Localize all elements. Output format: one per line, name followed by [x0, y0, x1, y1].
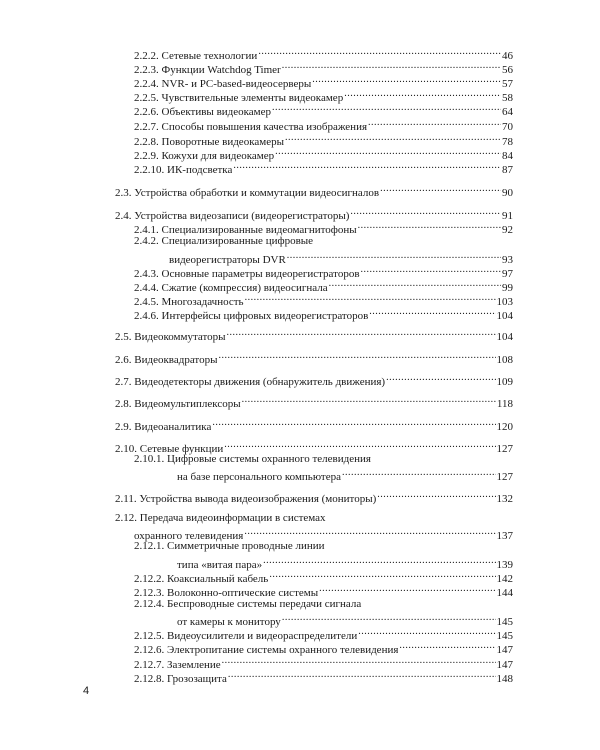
toc-entry-title-cont: видеорегистраторы DVR — [169, 254, 286, 266]
toc-entry-title: 2.2.2. Сетевые технологии — [134, 50, 258, 62]
toc-entry-title: 2.10. Сетевые функции — [115, 443, 224, 455]
toc-entry-page: 84 — [502, 150, 513, 162]
dot-leader — [263, 555, 495, 568]
toc-entry-page: 57 — [502, 78, 513, 90]
toc-entry-page: 144 — [496, 587, 513, 599]
dot-leader — [227, 327, 496, 340]
toc-entry-title: 2.4.5. Многозадачность — [134, 296, 244, 308]
dot-leader — [377, 489, 495, 502]
toc-entry-page: 90 — [502, 187, 513, 199]
toc-entry-page: 142 — [496, 573, 513, 585]
toc-entry-title: 2.12.6. Электропитание системы охранного телевидения — [134, 644, 399, 656]
toc-entry — [115, 327, 513, 344]
toc-entry-title: 2.12.7. Заземление — [134, 659, 221, 671]
toc-entry-title: 2.8. Видеомультиплексоры — [115, 398, 241, 410]
toc-entry-title: 2.5. Видеокоммутаторы — [115, 331, 226, 343]
toc-entry — [134, 160, 513, 177]
toc-entry-page: 120 — [496, 421, 513, 433]
toc-entry-title: 2.9. Видеоаналитика — [115, 421, 212, 433]
toc-entry-page: 148 — [496, 673, 513, 685]
dot-leader — [329, 278, 501, 291]
toc-entry-title: 2.3. Устройства обработки и коммутации видеосигналов — [115, 187, 380, 199]
dot-leader — [222, 655, 496, 668]
toc-entry-page: 97 — [502, 268, 513, 280]
dot-leader — [358, 626, 495, 639]
toc-entry-title: 2.2.4. NVR- и PC-based-видеосерверы — [134, 78, 312, 90]
toc-entry-page: 64 — [502, 106, 513, 118]
dot-leader — [258, 46, 501, 59]
toc-entry — [177, 467, 513, 484]
toc-entry-title: 2.2.7. Способы повышения качества изображения — [134, 121, 368, 133]
dot-leader — [368, 117, 501, 130]
toc-entry-title: 2.2.8. Поворотные видеокамеры — [134, 136, 284, 148]
toc-entry-page: 108 — [496, 354, 513, 366]
toc-entry-title: 2.4. Устройства видеозаписи (видеорегистраторы) — [115, 210, 350, 222]
toc-entry-page: 56 — [502, 64, 513, 76]
toc-entry — [115, 350, 513, 367]
toc-entry — [134, 669, 513, 686]
toc-entry-title: 2.2.6. Объективы видеокамер — [134, 106, 272, 118]
toc-entry-title: 2.4.4. Сжатие (компрессия) видеосигнала — [134, 282, 328, 294]
toc-entry — [115, 183, 513, 200]
dot-leader — [386, 372, 495, 385]
toc-entry-title: 2.2.3. Функции Watchdog Timer — [134, 64, 281, 76]
toc-entry-page: 78 — [502, 136, 513, 148]
toc-entry-title: 2.4.3. Основные параметры видеорегистраторов — [134, 268, 360, 280]
toc-entry — [115, 417, 513, 434]
dot-leader — [287, 250, 501, 263]
dot-leader — [212, 417, 495, 430]
toc-entry-title: 2.12.4. Беспроводные системы передачи сигнала — [134, 598, 362, 610]
toc-entry-title: 2.2.9. Кожухи для видеокамер — [134, 150, 275, 162]
dot-leader — [285, 132, 501, 145]
dot-leader — [275, 146, 501, 159]
toc-entry-title: 2.7. Видеодетекторы движения (обнаружитель движения) — [115, 376, 386, 388]
dot-leader — [245, 292, 496, 305]
dot-leader — [282, 612, 496, 625]
toc-entry — [115, 394, 513, 411]
dot-leader — [358, 220, 501, 233]
dot-leader — [319, 583, 495, 596]
toc-entry-title: 2.12.2. Коаксиальный кабель — [134, 573, 269, 585]
dot-leader — [342, 467, 496, 480]
toc-entry-page: 145 — [496, 616, 513, 628]
toc-entry-page: 99 — [502, 282, 513, 294]
dot-leader — [244, 526, 495, 539]
toc-entry-page: 103 — [496, 296, 513, 308]
toc-entry-page: 92 — [502, 224, 513, 236]
toc-entry-page: 91 — [502, 210, 513, 222]
dot-leader — [369, 306, 495, 319]
toc-entry-title: 2.2.10. ИК-подсветка — [134, 164, 233, 176]
toc-entry-page: 118 — [496, 398, 513, 410]
toc-entry-page: 104 — [496, 310, 513, 322]
toc-entry-title-cont: охранного телевидения — [134, 530, 244, 542]
toc-entry-page: 147 — [496, 659, 513, 671]
dot-leader — [361, 264, 501, 277]
dot-leader — [242, 394, 496, 407]
toc-entry-title: 2.11. Устройства вывода видеоизображения (мониторы) — [115, 493, 377, 505]
dot-leader — [312, 74, 501, 87]
toc-entry-page: 104 — [496, 331, 513, 343]
toc-entry-page: 93 — [502, 254, 513, 266]
toc-entry-title: 2.12. Передача видеоинформации в системах — [115, 512, 326, 524]
toc-entry-page: 132 — [496, 493, 513, 505]
toc-entry-title-cont: типа «витая пара» — [177, 559, 263, 571]
dot-leader — [282, 60, 501, 73]
page-number: 4 — [83, 685, 90, 697]
dot-leader — [224, 439, 495, 452]
toc-entry-page: 137 — [496, 530, 513, 542]
toc-entry-title: 2.2.5. Чувствительные элементы видеокамер — [134, 92, 344, 104]
dot-leader — [380, 183, 501, 196]
dot-leader — [218, 350, 495, 363]
toc-entry-page: 145 — [496, 630, 513, 642]
toc-entry-title-cont: от камеры к монитору — [177, 616, 281, 628]
toc-entry-page: 87 — [502, 164, 513, 176]
toc-entry-page: 139 — [496, 559, 513, 571]
dot-leader — [228, 669, 496, 682]
dot-leader — [350, 206, 501, 219]
dot-leader — [399, 640, 495, 653]
toc-entry-title: 2.4.2. Специализированные цифровые — [134, 235, 314, 247]
toc-entry-page: 127 — [496, 471, 513, 483]
toc-entry-title: 2.12.5. Видеоусилители и видеораспределители — [134, 630, 358, 642]
dot-leader — [272, 102, 501, 115]
dot-leader — [269, 569, 495, 582]
toc-entry-page: 147 — [496, 644, 513, 656]
toc-entry-title: 2.4.6. Интерфейсы цифровых видеорегистраторов — [134, 310, 369, 322]
toc-entry-title: 2.4.1. Специализированные видеомагнитофоны — [134, 224, 357, 236]
toc-entry-title: 2.12.3. Волоконно-оптические системы — [134, 587, 319, 599]
toc-entry — [115, 489, 513, 506]
toc-entry — [134, 306, 513, 323]
toc-entry-title: 2.10.1. Цифровые системы охранного телевидения — [134, 453, 371, 465]
toc-entry-page: 127 — [496, 443, 513, 455]
toc-entry-title: 2.12.1. Симметричные проводные линии — [134, 540, 325, 552]
toc-entry-page: 70 — [502, 121, 513, 133]
toc-entry-title-cont: на базе персонального компьютера — [177, 471, 341, 483]
toc-entry-title: 2.12.8. Грозозащита — [134, 673, 227, 685]
toc-entry — [115, 372, 513, 389]
toc-entry-page: 109 — [496, 376, 513, 388]
toc-entry-title: 2.6. Видеоквадраторы — [115, 354, 218, 366]
dot-leader — [233, 160, 501, 173]
toc-entry-page: 46 — [502, 50, 513, 62]
dot-leader — [344, 88, 501, 101]
toc-entry-page: 58 — [502, 92, 513, 104]
